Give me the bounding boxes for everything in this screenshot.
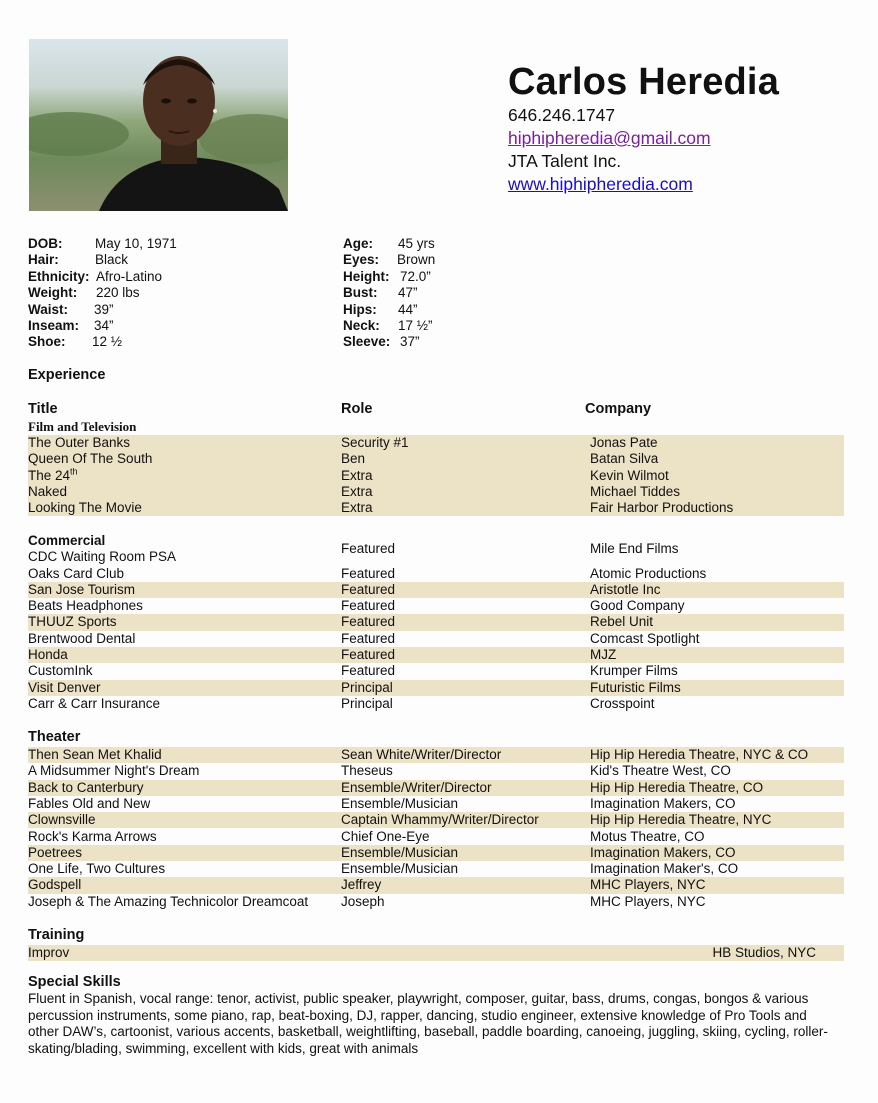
credit-role: Principal [341, 695, 393, 711]
credit-title: Clownsville [28, 812, 96, 828]
credit-role: Featured [341, 647, 396, 662]
table-row [28, 945, 844, 961]
table-row [28, 696, 844, 712]
stat-label: Ethnicity: [28, 268, 90, 284]
credit-role: Jeffrey [341, 877, 382, 893]
credit-company: Kevin Wilmot [590, 467, 669, 483]
table-row [28, 614, 844, 630]
stat-value: 45 yrs [398, 236, 435, 251]
credit-role: Featured [341, 663, 396, 679]
credit-company: Good Company [590, 598, 685, 614]
credit-title: Visit Denver [28, 679, 101, 695]
credit-company: Atomic Productions [590, 565, 707, 581]
credit-role: Ensemble/Musician [341, 861, 459, 877]
role-column-header: Role [341, 401, 373, 417]
table-row [28, 829, 844, 845]
table-row [28, 747, 844, 763]
stat-label: Sleeve: [343, 334, 391, 350]
credit-company: Imagination Makers, CO [590, 795, 736, 811]
table-row [28, 484, 844, 500]
commercial-heading: Commercial [28, 533, 106, 548]
table-row [28, 663, 844, 679]
stat-value: Brown [397, 252, 436, 268]
credit-company: Rebel Unit [590, 614, 654, 630]
credit-company: Fair Harbor Productions [590, 500, 734, 516]
stat-label: DOB: [28, 236, 63, 251]
stat-label: Eyes: [343, 252, 380, 268]
table-row [28, 435, 844, 451]
stat-label: Hips: [343, 301, 377, 317]
credit-company: Crosspoint [590, 695, 655, 711]
credit-company: Batan Silva [590, 451, 659, 467]
table-row [28, 451, 844, 467]
credit-role: Featured [341, 541, 396, 556]
credit-company: MHC Players, NYC [590, 893, 706, 909]
credit-title [28, 468, 78, 484]
agency-name: JTA Talent Inc. [508, 151, 622, 171]
credit-role: Featured [341, 565, 396, 581]
special-skills-text: Fluent in Spanish, vocal range: tenor, activist, public speaker, playwright, composer, guitar, bass, drums, congas, bongos & various percussion instruments, some piano, rap, beat-boxing, DJ, rapper, dancing, studio engineer, extensive knowledge of Pro Tools and other DAW’s, cartoonist, various accents, basketball, weightlifting, baseball, paddle boarding, canoeing, juggling, skiing, cycling, roller-skating/blading, swimming, excellent with kids, great with animals [28, 991, 828, 1056]
table-row [28, 541, 844, 565]
credit-role: Extra [341, 500, 373, 516]
credit-role: Theseus [341, 763, 393, 779]
credit-title: Poetrees [28, 844, 83, 860]
stat-value: 72.0” [400, 268, 431, 284]
credit-company: Krumper Films [590, 663, 678, 679]
stat-value: 39” [94, 301, 114, 317]
credit-role: Ensemble/Musician [341, 844, 459, 860]
title-column-header: Title [28, 401, 58, 417]
table-row [28, 796, 844, 812]
credit-title: Back to Canterbury [28, 779, 144, 795]
table-row [28, 566, 844, 582]
credit-company: Futuristic Films [590, 679, 681, 695]
credit-role: Principal [341, 679, 393, 695]
credit-title: One Life, Two Cultures [28, 861, 166, 877]
table-row [28, 468, 844, 484]
contact-header [508, 60, 779, 196]
credit-title: Fables Old and New [28, 795, 151, 811]
company-column-header: Company [585, 401, 652, 417]
table-row [28, 763, 844, 779]
credit-title: Beats Headphones [28, 598, 143, 614]
stat-value: Afro-Latino [96, 268, 163, 284]
credit-company: Jonas Pate [590, 435, 658, 450]
stat-label: Inseam: [28, 318, 80, 334]
stat-value: May 10, 1971 [95, 236, 177, 251]
credit-company: Kid's Theatre West, CO [590, 763, 731, 779]
credit-title: Looking The Movie [28, 500, 142, 516]
credit-role: Ben [341, 451, 366, 467]
credit-company: Aristotle Inc [590, 581, 661, 597]
credit-company: Comcast Spotlight [590, 630, 700, 646]
headshot-photo [29, 39, 288, 211]
credit-title: CDC Waiting Room PSA [28, 549, 177, 564]
table-row [28, 861, 844, 877]
credit-role: Featured [341, 630, 396, 646]
stat-value: 12 ½ [92, 334, 123, 350]
credit-title: Then Sean Met Khalid [28, 747, 162, 762]
credit-role: Captain Whammy/Writer/Director [341, 812, 539, 828]
credit-company: Imagination Maker's, CO [590, 861, 739, 877]
stat-value: 37” [400, 334, 420, 350]
credit-company: Hip Hip Heredia Theatre, NYC & CO [590, 747, 809, 762]
stat-value: 34” [94, 318, 114, 334]
stat-label: Weight: [28, 285, 78, 301]
credit-company: MJZ [590, 647, 617, 662]
table-row [28, 598, 844, 614]
credit-role: Chief One-Eye [341, 828, 430, 844]
credit-title: Rock's Karma Arrows [28, 828, 157, 844]
stats-left [28, 236, 177, 351]
credit-role: Joseph [341, 893, 385, 909]
stat-label: Age: [343, 236, 373, 251]
credit-role: Extra [341, 467, 373, 483]
table-row [28, 894, 844, 910]
credit-company: Hip Hip Heredia Theatre, CO [590, 779, 764, 795]
stat-label: Bust: [343, 285, 378, 301]
credit-title: THUUZ Sports [28, 614, 117, 630]
stat-label: Neck: [343, 318, 380, 334]
table-row [28, 877, 844, 893]
email-link[interactable]: hiphipheredia@gmail.com [508, 128, 711, 148]
credit-title: Godspell [28, 877, 82, 893]
training-school: HB Studios, NYC [712, 945, 816, 960]
experience-heading: Experience [28, 367, 106, 383]
table-row [28, 812, 844, 828]
credit-role: Featured [341, 581, 396, 597]
credit-company: Motus Theatre, CO [590, 828, 705, 844]
credit-title: Queen Of The South [28, 451, 153, 467]
stat-value: 220 lbs [96, 285, 140, 301]
table-row [28, 680, 844, 696]
table-row [28, 647, 844, 663]
credit-role: Ensemble/Writer/Director [341, 779, 492, 795]
credit-role: Featured [341, 614, 396, 630]
credit-role: Extra [341, 483, 373, 499]
credit-company: MHC Players, NYC [590, 877, 706, 893]
stats-right [343, 236, 435, 351]
credit-company: Michael Tiddes [590, 483, 681, 499]
credit-title-text: The 24 [28, 467, 71, 483]
credit-title-superscript: th [70, 466, 78, 477]
website-link[interactable]: www.hiphipheredia.com [508, 174, 693, 194]
training-course: Improv [28, 945, 70, 960]
theater-heading: Theater [28, 729, 81, 745]
credit-title: Honda [28, 647, 68, 662]
credit-role: Security #1 [341, 435, 409, 450]
film-tv-heading: Film and Television [28, 419, 137, 434]
stat-value: 47” [398, 285, 418, 301]
credit-company: Hip Hip Heredia Theatre, NYC [590, 812, 772, 828]
credit-company: Imagination Makers, CO [590, 844, 736, 860]
credit-role: Ensemble/Musician [341, 795, 459, 811]
credit-title: Joseph & The Amazing Technicolor Dreamcoat [28, 893, 309, 909]
credit-title: Naked [28, 483, 68, 499]
table-row [28, 780, 844, 796]
table-row [28, 500, 844, 516]
phone-number: 646.246.1747 [508, 105, 616, 125]
credit-role: Featured [341, 598, 396, 614]
stat-value: Black [95, 252, 129, 268]
credit-title: CustomInk [28, 663, 93, 679]
special-skills-heading: Special Skills [28, 974, 121, 990]
stat-label: Shoe: [28, 334, 66, 350]
table-row [28, 845, 844, 861]
credit-title: San Jose Tourism [28, 581, 136, 597]
stat-value: 17 ½” [398, 318, 433, 334]
training-heading: Training [28, 927, 85, 943]
credit-role: Sean White/Writer/Director [341, 747, 502, 762]
stat-label: Height: [343, 268, 390, 284]
credit-company: Mile End Films [590, 541, 679, 556]
stat-label: Hair: [28, 252, 59, 268]
credit-title: Carr & Carr Insurance [28, 695, 161, 711]
actor-name: Carlos Heredia [508, 61, 780, 103]
credit-title: A Midsummer Night's Dream [28, 763, 200, 779]
stat-label: Waist: [28, 301, 68, 317]
credit-title: The Outer Banks [28, 435, 131, 450]
credit-title: Oaks Card Club [28, 565, 125, 581]
stat-value: 44” [398, 301, 418, 317]
credit-title: Brentwood Dental [28, 630, 136, 646]
table-row [28, 582, 844, 598]
table-row [28, 631, 844, 647]
